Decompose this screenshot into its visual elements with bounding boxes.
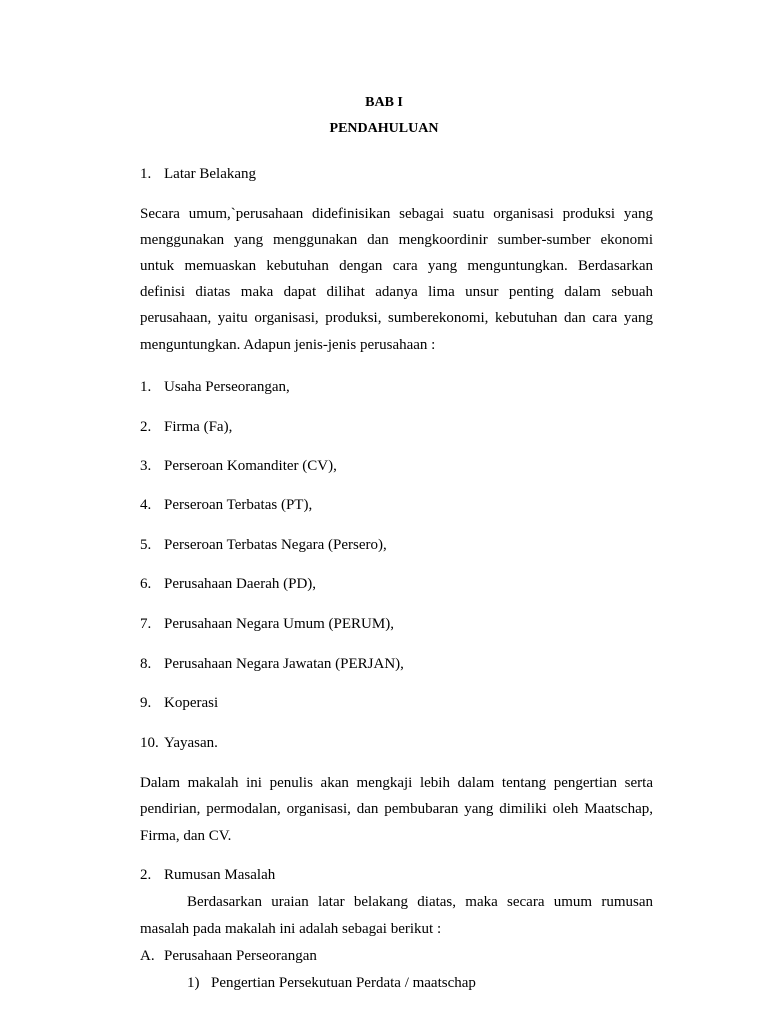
- list-item-number: 8.: [140, 656, 152, 672]
- list-item-text: Perusahaan Daerah (PD),: [164, 576, 317, 592]
- list-item: [140, 457, 337, 475]
- list-item-text: Perseroan Terbatas (PT),: [164, 497, 313, 513]
- list-item-number: 1.: [140, 379, 152, 395]
- subsection-title: Perusahaan Perseorangan: [164, 948, 317, 964]
- section-heading-latar-belakang: [140, 165, 256, 183]
- list-item-number: 5.: [140, 537, 152, 553]
- list-item: [140, 418, 232, 436]
- list-item-number: 3.: [140, 458, 152, 474]
- list-item-text: Perseroan Komanditer (CV),: [164, 458, 337, 474]
- paragraph-line: menguntungkan. Adapun jenis-jenis perusahaan :: [140, 337, 436, 353]
- list-item: [140, 378, 290, 396]
- section-title: Latar Belakang: [164, 166, 257, 182]
- list-item-text: Firma (Fa),: [164, 419, 233, 435]
- list-item-number: 10.: [140, 735, 159, 751]
- list-item-number: 2.: [140, 419, 152, 435]
- paragraph-line: pendirian, permodalan, organisasi, dan pembubaran yang dimiliki oleh Maatschap,: [140, 801, 653, 817]
- paragraph-line: Berdasarkan uraian latar belakang diatas, maka secara umum rumusan: [187, 894, 653, 910]
- list-item-text: Perusahaan Negara Jawatan (PERJAN),: [164, 656, 404, 672]
- paragraph-line: masalah pada makalah ini adalah sebagai berikut :: [140, 921, 442, 937]
- subitem-number: 1): [187, 975, 200, 991]
- subitem-1: [187, 974, 476, 992]
- section-number: 1.: [140, 166, 152, 182]
- list-item: [140, 536, 387, 554]
- list-item-number: 9.: [140, 695, 152, 711]
- paragraph-line: Secara umum,`perusahaan didefinisikan sebagai suatu organisasi produksi yang: [140, 206, 653, 222]
- list-item-text: Perseroan Terbatas Negara (Persero),: [164, 537, 387, 553]
- subsection-heading-a: [140, 947, 317, 965]
- list-item: [140, 655, 404, 673]
- paragraph-line: perusahaan, yaitu organisasi, produksi, sumberekonomi, kebutuhan dan cara yang: [140, 310, 653, 326]
- paragraph-line: Dalam makalah ini penulis akan mengkaji lebih dalam tentang pengertian serta: [140, 775, 653, 791]
- section-title: Rumusan Masalah: [164, 867, 276, 883]
- list-item: [140, 615, 394, 633]
- list-item-text: Yayasan.: [164, 735, 218, 751]
- list-item: [140, 694, 218, 712]
- paragraph-line: menggunakan yang menggunakan dan mengkoordinir sumber-sumber ekonomi: [140, 232, 653, 248]
- subitem-text: Pengertian Persekutuan Perdata / maatschap: [211, 975, 476, 991]
- list-item-number: 4.: [140, 497, 152, 513]
- list-item: [140, 575, 316, 593]
- chapter-label: BAB I: [365, 95, 403, 110]
- paragraph-line: Firma, dan CV.: [140, 828, 232, 844]
- list-item-text: Usaha Perseorangan,: [164, 379, 290, 395]
- section-heading-rumusan-masalah: [140, 866, 275, 884]
- list-item: [140, 496, 312, 514]
- list-item-text: Koperasi: [164, 695, 219, 711]
- list-item-number: 6.: [140, 576, 152, 592]
- subsection-letter: A.: [140, 948, 155, 964]
- chapter-title: PENDAHULUAN: [329, 121, 439, 136]
- list-item-text: Perusahaan Negara Umum (PERUM),: [164, 616, 394, 632]
- section-number: 2.: [140, 867, 152, 883]
- list-item-number: 7.: [140, 616, 152, 632]
- paragraph-line: untuk memuaskan kebutuhan dengan cara yang menguntungkan. Berdasarkan: [140, 258, 653, 274]
- list-item: [140, 734, 218, 752]
- paragraph-line: definisi diatas maka dapat dilihat adanya lima unsur penting dalam sebuah: [140, 284, 653, 300]
